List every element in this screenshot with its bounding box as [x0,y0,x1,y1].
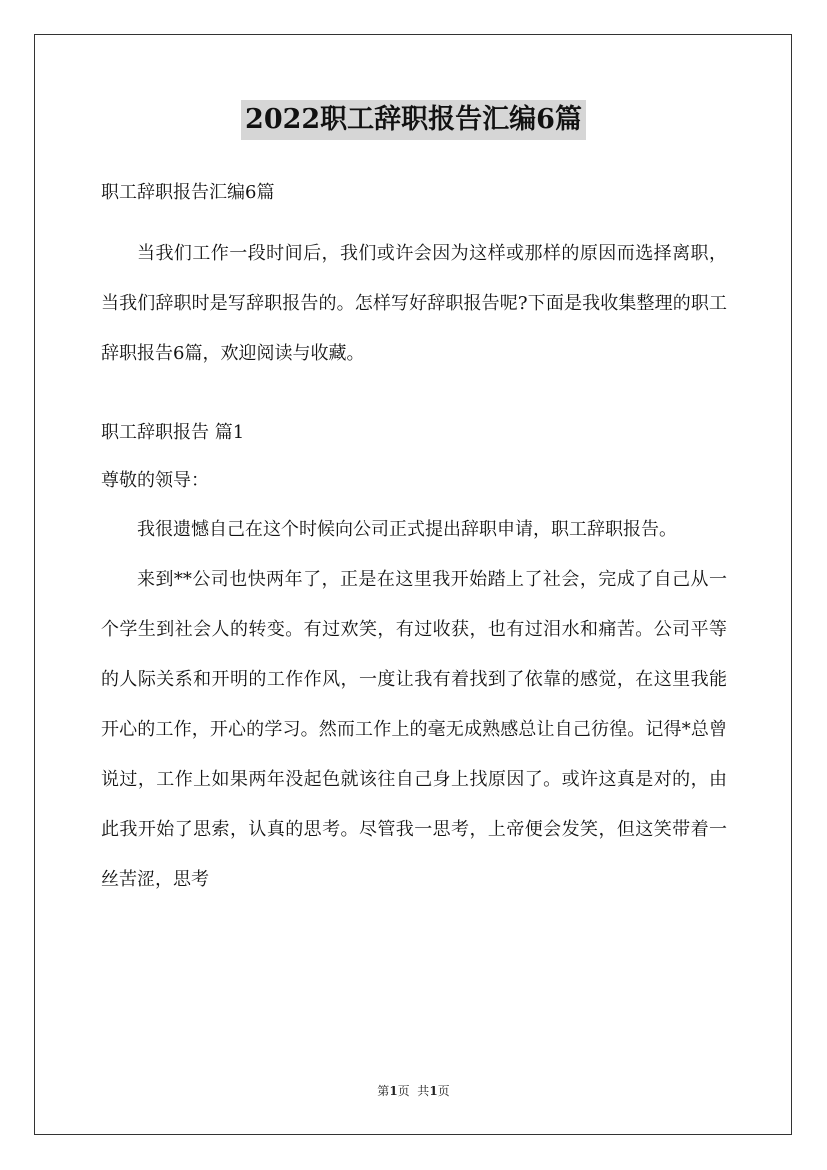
document-subtitle: 职工辞职报告汇编6篇 [101,182,275,203]
footer-total-pages: 1 [429,1084,438,1098]
section-heading: 职工辞职报告 篇1 [101,422,245,443]
body-paragraph: 来到**公司也快两年了，正是在这里我开始踏上了社会，完成了自己从一个学生到社会人的转变。有过欢笑，有过收获，也有过泪水和痛苦。公司平等的人际关系和开明的工作作风，一度让我有着找到了依靠的感觉，在这里我能开心的工作，开心的学习。然而工作上的毫无成熟感总让自己彷徨。记得*总曾说过，工作上如果两年没起色就该往自己身上找原因了。或许这真是对的，由此我开始了思索，认真的思考。尽管我一思考，上帝便会发笑，但这笑带着一丝苦涩，思考 [101,569,727,890]
document-title: 2022职工辞职报告汇编6篇 [241,100,586,140]
intro-paragraph: 当我们工作一段时间后，我们或许会因为这样或那样的原因而选择离职，当我们辞职时是写辞职报告的。怎样写好辞职报告呢?下面是我收集整理的职工辞职报告6篇，欢迎阅读与收藏。 [101,243,727,364]
spacer [101,379,727,415]
body-paragraph: 我很遗憾自己在这个时候向公司正式提出辞职申请，职工辞职报告。 [137,519,677,540]
footer-mid: 页 共 [397,1084,430,1098]
page-footer [0,1082,827,1099]
footer-prefix: 第 [377,1084,390,1098]
salutation: 尊敬的领导： [101,470,209,491]
title-wrap [0,100,827,140]
document-body [101,175,727,905]
footer-suffix: 页 [437,1084,450,1098]
footer-page-number: 1 [389,1084,398,1098]
